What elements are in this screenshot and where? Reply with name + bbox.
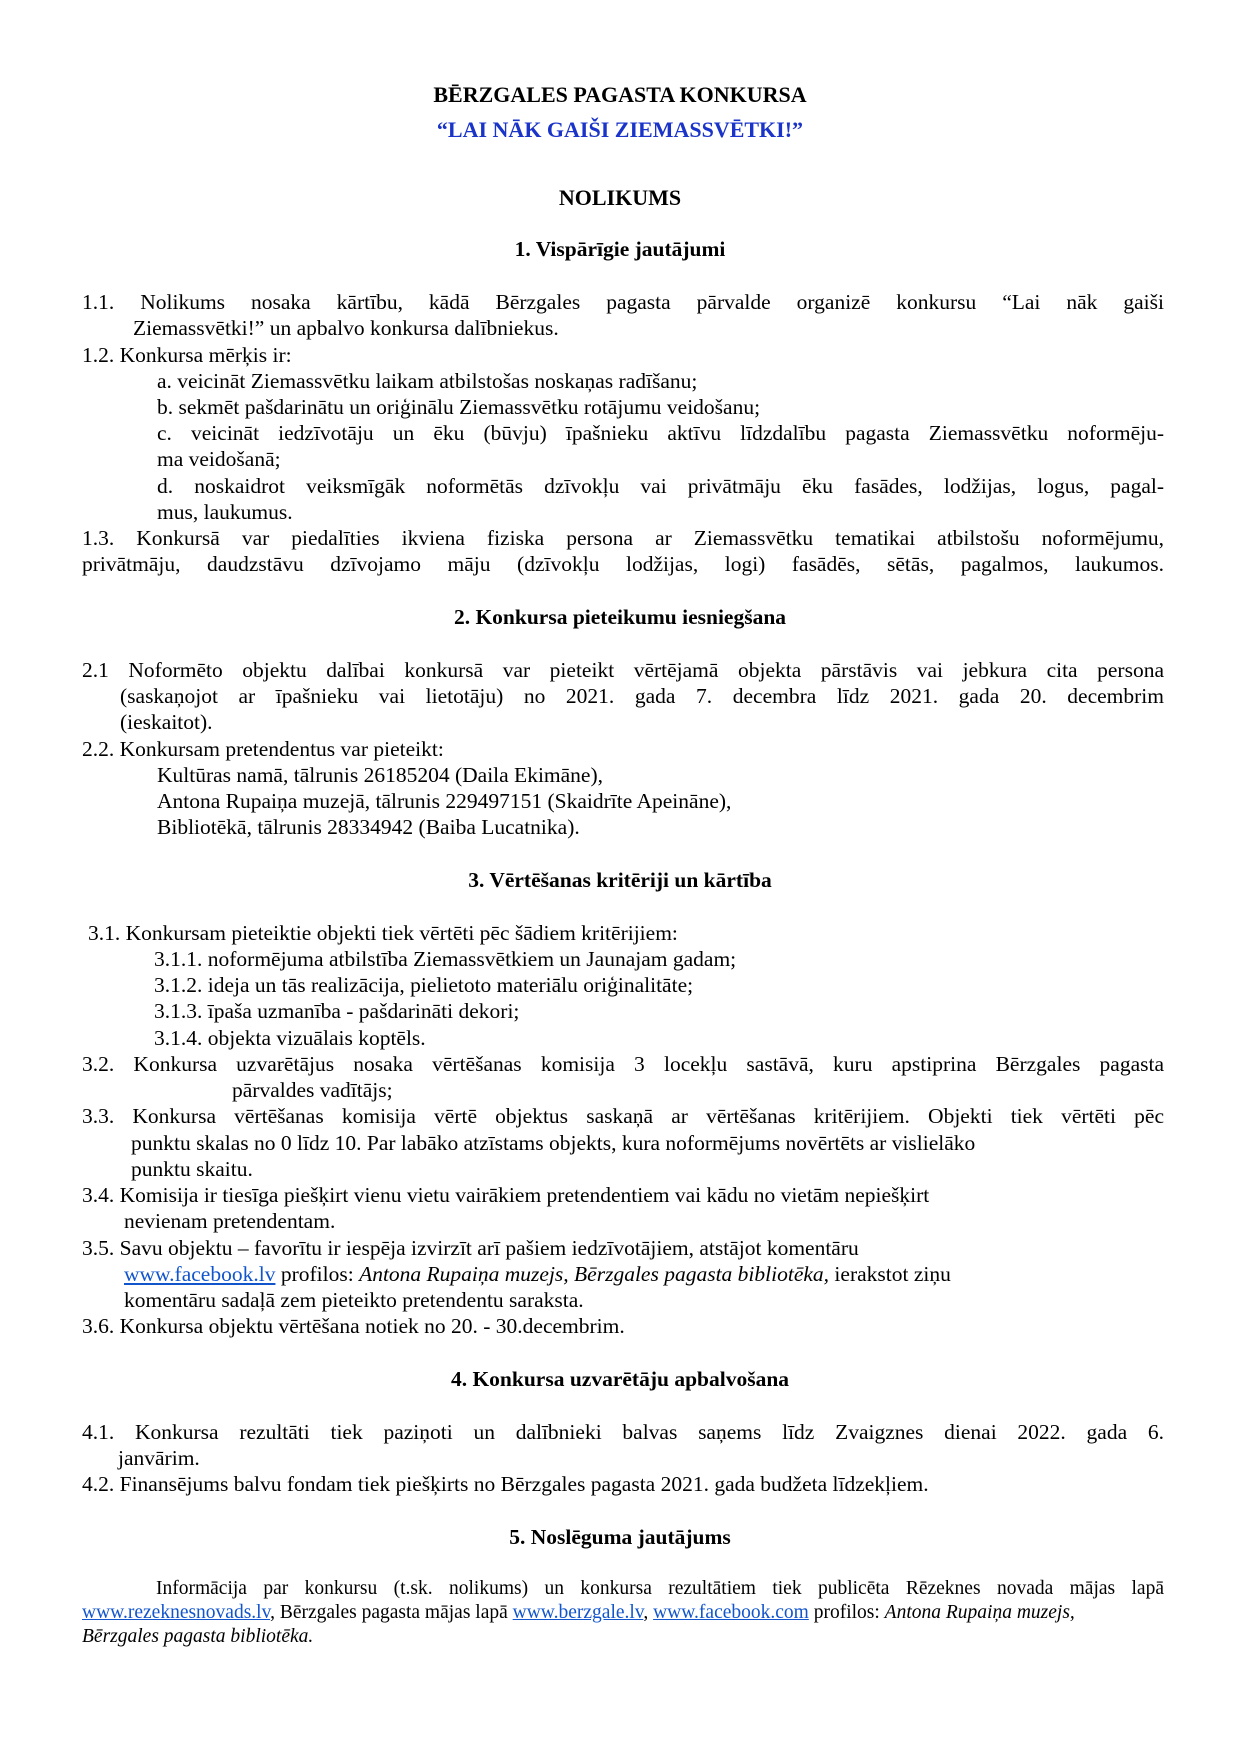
- clause-3-4-line-1: 3.4. Komisija ir tiesīga piešķirt vienu vietu vairākiem pretendentiem vai kādu no vietām nepiešķirt: [82, 1183, 930, 1207]
- clause-2-1-line-2: (saskaņojot ar īpašnieku vai lietotāju) no 2021. gada 7. decembra līdz 2021. gada 20. decembrim: [120, 684, 1164, 708]
- berzgale-link[interactable]: www.berzgale.lv: [512, 1602, 644, 1623]
- clause-1-3-line-1: 1.3. Konkursā var piedalīties ikviena fiziska persona ar Ziemassvētku tematikai atbilstošu noformējumu,: [82, 526, 1164, 550]
- clause-3-5-line-3: komentāru sadaļā zem pieteikto pretendentu saraksta.: [124, 1288, 584, 1312]
- clause-3-2-line-1: 3.2. Konkursa uzvarētājus nosaka vērtēšanas komisija 3 locekļu sastāvā, kuru apstiprina Bērzgales pagasta: [82, 1052, 1164, 1076]
- section-4-heading: 4. Konkursa uzvarētāju apbalvošana: [450, 1367, 790, 1391]
- goal-c-line-2: ma veidošanā;: [157, 447, 281, 471]
- separator-text: ,: [643, 1602, 654, 1623]
- final-info-line-2: [82, 1601, 1075, 1625]
- clause-3-1: 3.1. Konkursam pieteiktie objekti tiek vērtēti pēc šādiem kritērijiem:: [88, 921, 678, 945]
- clause-3-3-line-1: 3.3. Konkursa vērtēšanas komisija vērtē objektus saskaņā ar vērtēšanas kritērijiem. Objekti tiek vērtēti pēc: [82, 1104, 1164, 1128]
- contact-museum: Antona Rupaiņa muzejā, tālrunis 229497151 (Skaidrīte Apeināne),: [157, 789, 732, 813]
- facebook-link[interactable]: www.facebook.lv: [124, 1262, 276, 1286]
- profiles-names: Antona Rupaiņa muzejs, Bērzgales pagasta bibliotēka,: [359, 1262, 830, 1286]
- clause-3-5-line-1: 3.5. Savu objektu – favorītu ir iespēja izvirzīt arī pašiem iedzīvotājiem, atstājot komentāru: [82, 1236, 859, 1260]
- clause-2-1-line-1: 2.1 Noformēto objektu dalībai konkursā var pieteikt vērtējamā objekta pārstāvis vai jebkura cita persona: [82, 658, 1164, 682]
- clause-4-1-line-2: janvārim.: [118, 1446, 200, 1470]
- clause-3-4-line-2: nevienam pretendentam.: [124, 1209, 336, 1233]
- goal-b: b. sekmēt pašdarinātu un oriģinālu Ziemassvētku rotājumu veidošanu;: [157, 395, 761, 419]
- facebook-com-link[interactable]: www.facebook.com: [653, 1602, 809, 1623]
- rezeknesnovads-link[interactable]: www.rezeknesnovads.lv: [82, 1602, 271, 1623]
- document-title: BĒRZGALES PAGASTA KONKURSA: [433, 82, 807, 107]
- goal-d-line-1: d. noskaidrot veiksmīgāk noformētās dzīvokļu vai privātmāju ēku fasādes, lodžijas, logus, pagal-: [157, 474, 1164, 498]
- final-info-line-1: Informācija par konkursu (t.sk. nolikums) un konkursa rezultātiem tiek publicēta Rēzeknes novada mājas lapā: [156, 1578, 1164, 1599]
- section-1-heading: 1. Vispārīgie jautājumi: [514, 237, 726, 261]
- clause-2-2: 2.2. Konkursam pretendentus var pieteikt:: [82, 737, 444, 761]
- goal-d-line-2: mus, laukumus.: [157, 500, 293, 524]
- clause-3-2-line-2: pārvaldes vadītājs;: [232, 1078, 393, 1102]
- goal-a: a. veicināt Ziemassvētku laikam atbilstošas noskaņas radīšanu;: [157, 369, 698, 393]
- section-3-heading: 3. Vērtēšanas kritēriji un kārtība: [468, 868, 772, 892]
- criterion-3-1-3: 3.1.3. īpaša uzmanība - pašdarināti dekori;: [154, 999, 520, 1023]
- section-5-heading: 5. Noslēguma jautājums: [509, 1525, 731, 1549]
- museum-profile-name: Antona Rupaiņa muzejs,: [884, 1602, 1075, 1623]
- clause-1-1-line-2: Ziemassvētki!” un apbalvo konkursa dalībniekus.: [133, 316, 559, 340]
- clause-1-1-line-1: 1.1. Nolikums nosaka kārtību, kādā Bērzgales pagasta pārvalde organizē konkursu “Lai nāk gaiši: [82, 290, 1164, 314]
- clause-1-3-line-2: privātmāju, daudzstāvu dzīvojamo māju (dzīvokļu lodžijas, logi) fasādēs, sētās, pagalmos, laukumos.: [82, 552, 1164, 576]
- criterion-3-1-4: 3.1.4. objekta vizuālais koptēls.: [154, 1026, 426, 1050]
- contact-library: Bibliotēkā, tālrunis 28334942 (Baiba Lucatnika).: [157, 815, 580, 839]
- clause-3-3-line-3: punktu skaitu.: [131, 1157, 253, 1181]
- clause-4-2: 4.2. Finansējums balvu fondam tiek piešķirts no Bērzgales pagasta 2021. gada budžeta līdzekļiem.: [82, 1472, 929, 1496]
- contact-culture-house: Kultūras namā, tālrunis 26185204 (Daila Ekimāne),: [157, 763, 604, 787]
- profiles-text: profilos:: [275, 1262, 360, 1286]
- write-comment-text: ierakstot ziņu: [829, 1262, 951, 1286]
- goal-c-line-1: c. veicināt iedzīvotāju un ēku (būvju) īpašnieku aktīvu līdzdalību pagasta Ziemassvētku noformēju-: [157, 421, 1164, 445]
- profiles-label: profilos:: [808, 1602, 885, 1623]
- clause-4-1-line-1: 4.1. Konkursa rezultāti tiek paziņoti un dalībnieki balvas saņems līdz Zvaigznes dienai 2022. gada 6.: [82, 1420, 1164, 1444]
- document-type-heading: NOLIKUMS: [558, 185, 682, 210]
- section-2-heading: 2. Konkursa pieteikumu iesniegšana: [453, 605, 787, 629]
- clause-2-1-line-3: (ieskaitot).: [120, 710, 213, 734]
- contest-name: “LAI NĀK GAIŠI ZIEMASSVĒTKI!”: [436, 117, 804, 142]
- clause-3-5-line-2: [124, 1262, 951, 1287]
- berzgale-site-text: , Bērzgales pagasta mājas lapā: [270, 1602, 513, 1623]
- library-profile-name: Bērzgales pagasta bibliotēka.: [82, 1626, 314, 1647]
- clause-3-3-line-2: punktu skalas no 0 līdz 10. Par labāko atzīstams objekts, kura noformējums novērtēts ar vislielāko: [131, 1131, 976, 1155]
- criterion-3-1-2: 3.1.2. ideja un tās realizācija, pielietoto materiālu oriģinalitāte;: [154, 973, 694, 997]
- clause-3-6: 3.6. Konkursa objektu vērtēšana notiek no 20. - 30.decembrim.: [82, 1314, 625, 1338]
- clause-1-2: 1.2. Konkursa mērķis ir:: [82, 343, 292, 367]
- criterion-3-1-1: 3.1.1. noformējuma atbilstība Ziemassvētkiem un Jaunajam gadam;: [154, 947, 737, 971]
